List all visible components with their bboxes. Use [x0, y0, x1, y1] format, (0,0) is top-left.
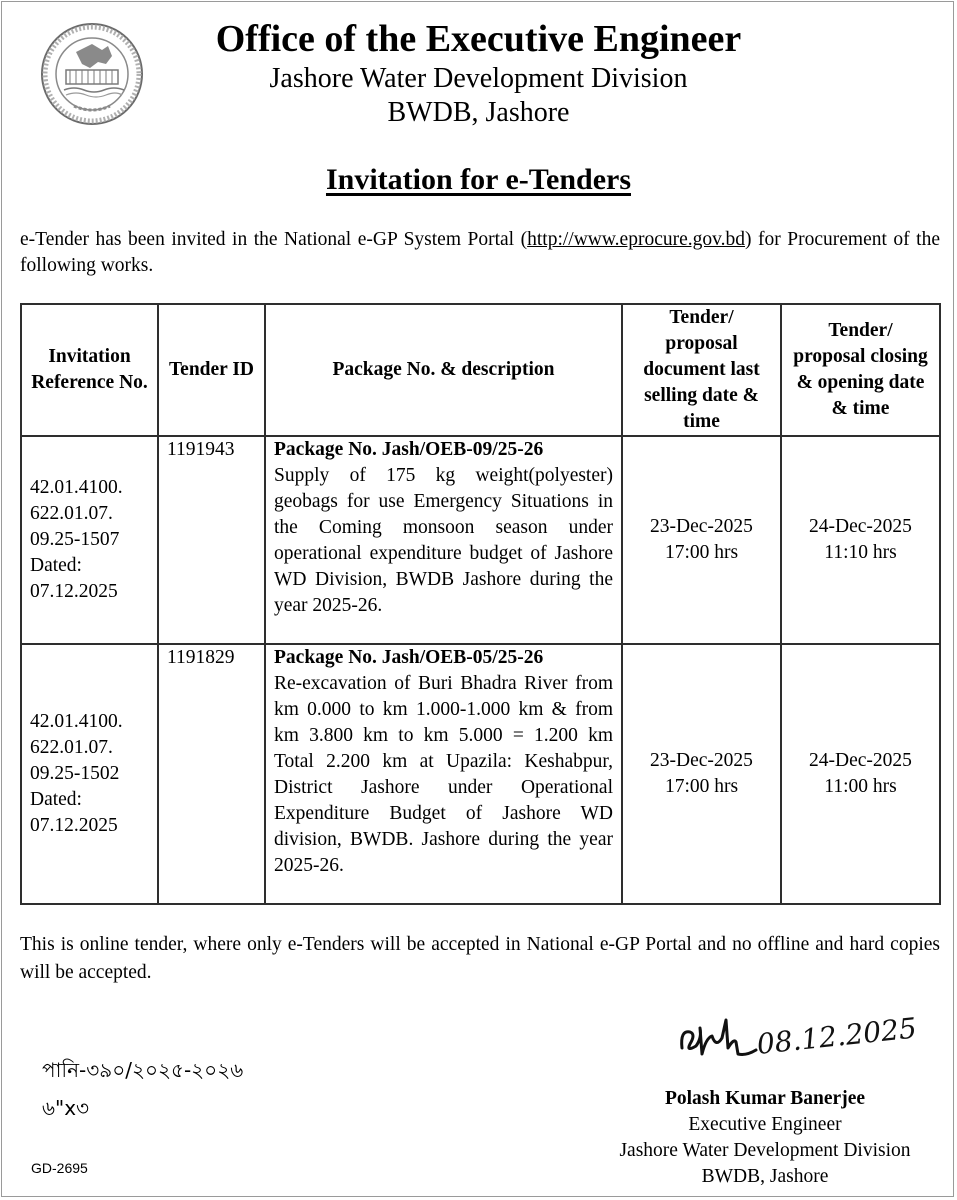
- tender-id-cell: 1191829: [158, 644, 265, 904]
- col-header-closing: Tender/ proposal closing & opening date & time: [781, 304, 940, 436]
- selling-date-cell: 23-Dec-2025 17:00 hrs: [622, 644, 781, 904]
- package-number: Package No. Jash/OEB-05/25-26: [274, 647, 544, 668]
- tender-id-cell: 1191943: [158, 436, 265, 644]
- col-header-id: Tender ID: [158, 304, 265, 436]
- table-row: [21, 436, 940, 644]
- col-header-package: Package No. & description: [265, 304, 622, 436]
- package-description: Re-excavation of Buri Bhadra River from km 0.000 to km 1.000-1.000 km & from km 3.800 km to km 5.000 = 1.200 km Total 2.200 km at Upazila: Keshabpur, District Jashore under Operational Expenditure Budget of Jashore WD division, BWDB. Jashore during the year 2025-26.: [274, 673, 613, 876]
- division-name: Jashore Water Development Division: [269, 63, 688, 94]
- memo-number: পানি-৩৯০/২০২৫-২০২৬ ৬"x৩: [42, 1058, 244, 1120]
- closing-date-cell: 24-Dec-2025 11:10 hrs: [781, 436, 940, 644]
- package-number: Package No. Jash/OEB-09/25-26: [274, 439, 544, 460]
- col-header-ref: Invitation Reference No.: [21, 304, 158, 436]
- signatory-division: Jashore Water Development Division: [619, 1140, 911, 1161]
- ref-cell: 42.01.4100. 622.01.07. 09.25-1507 Dated: 07.12.2025: [21, 436, 158, 644]
- package-cell: [265, 436, 622, 644]
- svg-text:08.12.2025: 08.12.2025: [755, 1011, 919, 1061]
- letterhead: [0, 16, 957, 130]
- package-cell: [265, 644, 622, 904]
- online-tender-note: This is online tender, where only e-Tenders will be accepted in National e-GP Portal and no offline and hard copies will be accepted.: [20, 934, 940, 983]
- signatory-name: Polash Kumar Banerjee: [664, 1088, 866, 1109]
- handwritten-signature-icon: [676, 1008, 919, 1066]
- tender-table: [20, 303, 941, 905]
- signatory-org: BWDB, Jashore: [701, 1166, 829, 1187]
- office-title: Office of the Executive Engineer: [215, 18, 742, 60]
- table-row: [21, 644, 940, 904]
- ref-cell: 42.01.4100. 622.01.07. 09.25-1502 Dated: 07.12.2025: [21, 644, 158, 904]
- eprocure-link[interactable]: http://www.eprocure.gov.bd: [527, 229, 745, 250]
- signatory-designation: Executive Engineer: [688, 1114, 842, 1135]
- notice-title: Invitation for e-Tenders: [325, 163, 631, 196]
- col-header-selling: Tender/ proposal document last selling date & time: [622, 304, 781, 436]
- table-header-row: [21, 304, 940, 436]
- selling-date-cell: 23-Dec-2025 17:00 hrs: [622, 436, 781, 644]
- intro-paragraph: e-Tender has been invited in the National e-GP System Portal (http://www.eprocure.gov.bd) for Procurement of the following works.: [20, 229, 940, 276]
- package-description: Supply of 175 kg weight(polyester) geobags for use Emergency Situations in the Coming monsoon season under operational expenditure budget of Jashore WD Division, BWDB Jashore during the year 2025-26.: [274, 465, 613, 616]
- org-name: BWDB, Jashore: [387, 97, 570, 128]
- closing-date-cell: 24-Dec-2025 11:00 hrs: [781, 644, 940, 904]
- footer-code: GD-2695: [31, 1160, 88, 1176]
- signature-block: [580, 1086, 950, 1190]
